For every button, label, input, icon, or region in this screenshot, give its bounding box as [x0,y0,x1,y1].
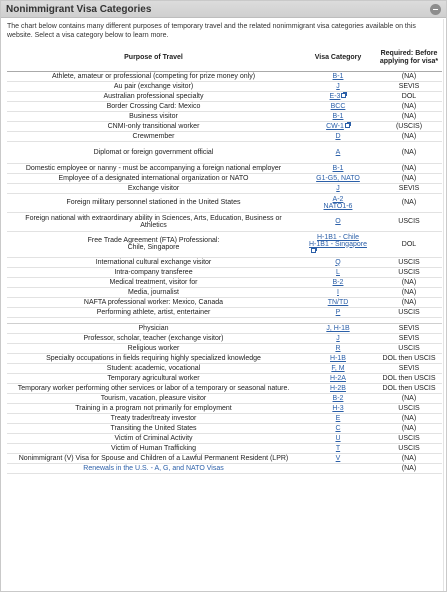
visa-category-text: H-2B [330,384,346,392]
purpose-text: Employee of a designated international organization or NATO [58,174,249,182]
table-row [7,231,442,257]
purpose-cell [7,323,300,333]
category-cell [300,343,376,353]
purpose-text: NAFTA professional worker: Mexico, Canada [83,298,224,306]
category-cell [300,307,376,317]
visa-category-link[interactable] [302,133,374,140]
table-row [7,297,442,307]
table-row [7,163,442,173]
purpose-text: Performing athlete, artist, entertainer [96,308,211,316]
purpose-text: Free Trade Agreement (FTA) Professional: [87,237,220,244]
category-cell [300,323,376,333]
purpose-text: Foreign military personnel stationed in the United States [66,199,241,206]
purpose-text: Victim of Criminal Activity [114,434,193,442]
table-row [7,193,442,212]
visa-category-link[interactable] [302,415,374,422]
required-cell: (NA) [376,277,442,287]
purpose-cell [7,383,300,393]
visa-category-text: A [335,148,341,156]
category-cell [300,403,376,413]
category-cell [300,163,376,173]
category-cell [300,433,376,443]
visa-category-link[interactable] [302,289,374,296]
visa-category-link[interactable] [302,425,374,432]
table-row [7,183,442,193]
visa-category-text: E [335,414,341,422]
visa-category-text: H-1B1 - Chile [316,233,359,241]
table-row [7,463,442,473]
purpose-cell [7,231,300,257]
category-cell [300,463,376,473]
purpose-cell [7,173,300,183]
table-row [7,333,442,343]
table-row [7,141,442,163]
purpose-cell [7,423,300,433]
purpose-text: Diplomat or foreign government official [93,148,214,156]
visa-category-link[interactable] [302,365,374,372]
required-cell: (NA) [376,173,442,183]
category-cell [300,393,376,403]
category-cell [300,183,376,193]
external-link-icon [311,248,316,253]
category-cell [300,363,376,373]
required-cell: USCIS [376,343,442,353]
category-cell [300,353,376,363]
visa-category-link[interactable] [302,405,374,412]
visa-category-link[interactable] [302,345,374,352]
required-cell: SEVIS [376,81,442,91]
category-cell [300,333,376,343]
table-row [7,277,442,287]
visa-category-text: P [335,308,341,316]
required-cell: (NA) [376,413,442,423]
purpose-cell [7,141,300,163]
category-cell [300,267,376,277]
category-cell [300,81,376,91]
table-row [7,71,442,81]
purpose-text: Religious worker [127,344,180,352]
visa-category-link[interactable] [302,175,374,182]
table-row [7,413,442,423]
visa-category-text: B-1 [332,112,344,120]
category-cell [300,423,376,433]
required-cell: DOL [376,231,442,257]
table-row [7,101,442,111]
purpose-cell [7,343,300,353]
visa-category-link[interactable] [302,455,374,462]
panel-header [1,1,446,18]
purpose-cell [7,121,300,131]
purpose-cell [7,433,300,443]
purpose-cell [7,212,300,231]
visa-category-text: J [336,184,340,192]
required-cell: USCIS [376,257,442,267]
renewals-link[interactable]: Renewals in the U.S. - A, G, and NATO Visas [83,464,224,472]
category-cell [300,91,376,101]
required-cell: (NA) [376,101,442,111]
required-cell: SEVIS [376,333,442,343]
table-row [7,423,442,433]
visa-category-link[interactable] [302,165,374,172]
required-cell: SEVIS [376,323,442,333]
visa-category-text: TN/TD [327,298,349,306]
purpose-text: Transiting the United States [110,424,197,432]
table-row [7,363,442,373]
required-cell: USCIS [376,307,442,317]
visa-category-link[interactable] [302,218,374,225]
scrollbar-track[interactable] [443,19,444,591]
table-row [7,343,442,353]
required-cell: DOL then USCIS [376,353,442,363]
required-cell: (USCIS) [376,121,442,131]
required-cell: (NA) [376,193,442,212]
required-cell: (NA) [376,393,442,403]
purpose-text: Foreign national with extraordinary ability in Sciences, Arts, Education, Business or [25,214,282,222]
visa-category-text: J, H-1B [326,324,350,332]
purpose-cell [7,91,300,101]
table-row [7,393,442,403]
table-row [7,121,442,131]
visa-category-link[interactable] [302,103,374,110]
purpose-text: Au pair (exchange visitor) [113,82,194,90]
table-row [7,212,442,231]
visa-category-text: H-2A [330,374,346,382]
visa-category-link[interactable] [302,395,374,402]
required-cell: (NA) [376,111,442,121]
category-cell [300,383,376,393]
purpose-cell [7,353,300,363]
visa-category-link[interactable] [302,375,374,382]
purpose-cell [7,403,300,413]
purpose-text: Border Crossing Card: Mexico [106,102,201,110]
category-cell [300,287,376,297]
required-cell: (NA) [376,297,442,307]
purpose-cell [7,183,300,193]
category-cell [300,413,376,423]
purpose-cell [7,363,300,373]
required-cell: USCIS [376,433,442,443]
purpose-text: Nonimmigrant (V) Visa for Spouse and Children of a Lawful Permanent Resident (LPR) [18,454,289,462]
purpose-text: Australian professional specialty [103,92,204,100]
required-cell: (NA) [376,453,442,463]
visa-category-text: I [337,288,339,296]
intro-text: The chart below contains many different purposes of temporary travel and the related nonimmigrant visa categories available on this website. Select a visa category below to learn more. [7,23,416,39]
category-cell [300,277,376,287]
table-row [7,91,442,101]
table-row [7,373,442,383]
category-cell [300,111,376,121]
purpose-cell [7,81,300,91]
category-cell [300,443,376,453]
purpose-text: Victim of Human Trafficking [111,444,196,452]
visa-category-link[interactable] [302,113,374,120]
purpose-cell [7,373,300,383]
required-cell: USCIS [376,403,442,413]
purpose-text: Physician [138,324,169,332]
required-cell: (NA) [376,131,442,141]
visa-category-link[interactable] [302,196,374,203]
purpose-text: Athlete, amateur or professional (competing for prize money only) [51,72,256,80]
table-row [7,403,442,413]
visa-category-text: B-1 [332,164,344,172]
visa-category-text: B-1 [332,72,344,80]
category-cell [300,141,376,163]
visa-category-text: H-1B1 - Singapore [309,240,367,248]
category-cell [300,101,376,111]
visa-category-link[interactable] [302,203,374,210]
visa-category-link[interactable] [302,73,374,80]
table-row [7,267,442,277]
purpose-text-line2: Chile, Singapore [127,244,180,251]
purpose-text: Crewmember [132,132,175,140]
visa-category-text: H-1B [330,354,346,362]
purpose-cell [7,413,300,423]
visa-category-text: O [335,218,341,225]
table-row [7,453,442,463]
visa-category-link[interactable] [302,335,374,342]
visa-category-text: B-2 [332,394,344,402]
category-cell [300,373,376,383]
purpose-text: Student: academic, vocational [106,364,201,372]
panel-title: Nonimmigrant Visa Categories [6,3,152,15]
purpose-cell [7,393,300,403]
category-cell [300,212,376,231]
visa-category-text: CW-1 [326,122,344,130]
category-cell [300,297,376,307]
required-cell: DOL [376,91,442,101]
external-link-icon [345,123,350,128]
category-cell [300,121,376,131]
purpose-text-line2: Athletics [140,221,167,229]
purpose-text: Medical treatment, visitor for [109,278,198,286]
visa-category-text: NATO1-6 [323,202,353,210]
visa-category-text: L [336,268,340,276]
purpose-text: Professor, scholar, teacher (exchange visitor) [83,334,224,342]
table-row [7,81,442,91]
purpose-cell [7,333,300,343]
purpose-text: Domestic employee or nanny - must be accompanying a foreign national employer [25,164,282,172]
external-link-icon [341,93,346,98]
required-cell: USCIS [376,443,442,453]
visa-category-link[interactable] [302,185,374,192]
table-row [7,307,442,317]
required-cell: (NA) [376,463,442,473]
visa-category-link[interactable] [302,149,374,156]
table-row [7,287,442,297]
required-cell: SEVIS [376,183,442,193]
required-cell: (NA) [376,163,442,173]
required-cell: DOL then USCIS [376,373,442,383]
purpose-text: Tourism, vacation, pleasure visitor [100,394,207,402]
purpose-cell [7,111,300,121]
purpose-cell [7,287,300,297]
visa-category-link[interactable] [302,309,374,316]
visa-category-text: G1-G5, NATO [316,174,360,182]
category-cell [300,131,376,141]
visa-category-link[interactable] [302,385,374,392]
category-cell [300,71,376,81]
table-row [7,443,442,453]
purpose-cell [7,131,300,141]
visa-category-link[interactable] [302,435,374,442]
table-row [7,257,442,267]
purpose-cell [7,163,300,173]
purpose-cell [7,277,300,287]
visa-category-text: E-3 [329,92,341,100]
purpose-cell [7,463,300,473]
visa-category-text: V [335,454,341,462]
visa-category-text: C [335,424,341,432]
visa-category-text: BCC [330,102,346,110]
column-header-category: Visa Category [300,45,376,71]
purpose-cell [7,267,300,277]
purpose-text: Media, journalist [128,288,179,296]
table-row [7,111,442,121]
category-cell [300,231,376,257]
visa-category-text: F, M [331,364,345,372]
purpose-text: Exchange visitor [127,184,180,192]
purpose-text: Treaty trader/treaty investor [110,414,197,422]
visa-category-link[interactable] [302,259,374,266]
visa-category-text: J [336,334,340,342]
visa-category-text: T [335,444,341,452]
required-cell: USCIS [376,212,442,231]
column-header-purpose: Purpose of Travel [7,45,300,71]
purpose-text: Business visitor [129,112,178,120]
purpose-cell [7,71,300,81]
visa-category-link[interactable] [302,269,374,276]
required-cell: (NA) [376,71,442,81]
required-cell: SEVIS [376,363,442,373]
table-row [7,323,442,333]
purpose-text: International cultural exchange visitor [95,258,212,266]
visa-table [7,45,442,474]
visa-category-text: J [336,82,340,90]
collapse-icon[interactable] [430,4,441,15]
purpose-text: Training in a program not primarily for employment [75,404,232,412]
table-row [7,173,442,183]
required-cell: (NA) [376,141,442,163]
purpose-cell [7,443,300,453]
visa-category-text: H-3 [332,404,344,412]
purpose-cell [7,101,300,111]
table-row [7,353,442,363]
required-cell: (NA) [376,287,442,297]
category-cell [300,453,376,463]
table-row [7,433,442,443]
visa-category-text: D [335,132,341,140]
purpose-text: CNMI-only transitional worker [107,122,200,130]
required-cell: DOL then USCIS [376,383,442,393]
visa-category-link[interactable] [302,355,374,362]
purpose-text: Temporary worker performing other services or labor of a temporary or seasonal nature. [17,384,290,392]
visa-category-link[interactable] [302,123,374,130]
visa-category-link[interactable] [302,83,374,90]
purpose-text: Intra-company transferee [114,268,193,276]
category-cell [300,257,376,267]
visa-category-link[interactable] [302,279,374,286]
purpose-cell [7,297,300,307]
purpose-text: Specialty occupations in fields requiring highly specialized knowledge [46,354,261,362]
visa-category-text: R [335,344,341,352]
visa-category-text: U [335,434,341,442]
visa-category-link[interactable] [302,234,374,241]
visa-category-text: Q [335,258,341,266]
table-row [7,131,442,141]
required-cell: USCIS [376,267,442,277]
required-cell: (NA) [376,423,442,433]
purpose-cell [7,257,300,267]
category-cell [300,173,376,183]
purpose-cell [7,453,300,463]
purpose-cell [7,193,300,212]
column-header-required: Required: Before applying for visa* [376,45,442,71]
visa-category-text: A-2 [332,195,344,203]
purpose-text: Temporary agricultural worker [107,374,200,382]
table-row [7,383,442,393]
visa-category-text: B-2 [332,278,344,286]
external-link-icon-row [302,248,374,255]
visa-category-link[interactable] [302,325,374,332]
visa-category-link[interactable] [302,93,374,100]
category-cell [300,193,376,212]
purpose-cell [7,307,300,317]
visa-category-link[interactable] [302,445,374,452]
visa-category-link[interactable] [302,299,374,306]
